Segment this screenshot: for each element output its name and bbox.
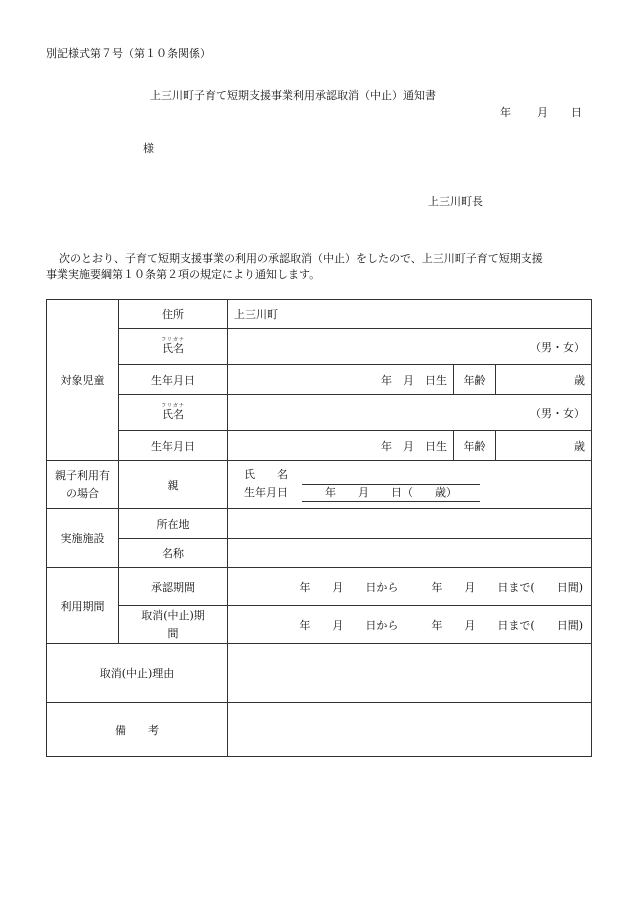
addressee-suffix: 様 bbox=[143, 142, 154, 155]
child2-gender: （男・女） bbox=[228, 395, 592, 431]
body-text-line2: 事業実施要綱第１０条第２項の規定により通知します。 bbox=[46, 268, 321, 281]
child1-gender: （男・女） bbox=[228, 329, 592, 365]
parent-name-line bbox=[302, 467, 480, 485]
parent-section-label: 親子利用有の場合 bbox=[47, 461, 119, 509]
reason-label: 取消(中止)理由 bbox=[47, 644, 228, 703]
approved-period-label: 承認期間 bbox=[119, 568, 228, 606]
parent-info bbox=[228, 461, 592, 509]
date-month: 月 bbox=[537, 106, 548, 119]
furigana-label: フリガナ bbox=[161, 403, 185, 409]
date-day: 日 bbox=[571, 106, 582, 119]
child2-birth-label: 生年月日 bbox=[119, 431, 228, 461]
facility-location-value bbox=[228, 509, 592, 539]
child1-age-label: 年齢 bbox=[454, 365, 496, 395]
parent-birth-value: 年 月 日（ 歳） bbox=[302, 485, 480, 503]
remarks-label: 備 考 bbox=[47, 703, 228, 757]
name-label: 氏名 bbox=[161, 408, 184, 421]
child-section-label: 対象児童 bbox=[47, 300, 119, 461]
cancel-period-label: 取消(中止)期間 bbox=[119, 606, 228, 644]
form-number: 別記様式第７号（第１０条関係） bbox=[46, 47, 211, 60]
address-label: 住所 bbox=[119, 300, 228, 329]
child2-age-label: 年齢 bbox=[454, 431, 496, 461]
child2-name-label-cell bbox=[119, 395, 228, 431]
parent-name-label: 氏 名 bbox=[244, 468, 288, 481]
furigana-label: フリガナ bbox=[161, 337, 185, 343]
child1-age-unit: 歳 bbox=[496, 365, 592, 395]
name-label: 氏名 bbox=[161, 342, 184, 355]
parent-label: 親 bbox=[119, 461, 228, 509]
child2-age-unit: 歳 bbox=[496, 431, 592, 461]
cancel-period-value: 年 月 日から 年 月 日まで( 日間) bbox=[228, 606, 592, 644]
body-text-line1: 次のとおり、子育て短期支援事業の利用の承認取消（中止）をしたので、上三川町子育て短期支援 bbox=[59, 252, 543, 265]
remarks-value bbox=[228, 703, 592, 757]
facility-name-label: 名称 bbox=[119, 539, 228, 568]
reason-value bbox=[228, 644, 592, 703]
notice-table bbox=[46, 299, 592, 757]
parent-birth-label: 生年月日 bbox=[244, 485, 288, 499]
period-section-label: 利用期間 bbox=[47, 568, 119, 644]
child1-birth-label: 生年月日 bbox=[119, 365, 228, 395]
facility-location-label: 所在地 bbox=[119, 509, 228, 539]
date-year: 年 bbox=[500, 106, 511, 119]
facility-name-value bbox=[228, 539, 592, 568]
facility-section-label: 実施施設 bbox=[47, 509, 119, 568]
document-title: 上三川町子育て短期支援事業利用承認取消（中止）通知書 bbox=[150, 89, 436, 102]
child1-birth-value: 年 月 日生 bbox=[228, 365, 454, 395]
address-value: 上三川町 bbox=[228, 300, 592, 329]
child1-name-label-cell bbox=[119, 329, 228, 365]
approved-period-value: 年 月 日から 年 月 日まで( 日間) bbox=[228, 568, 592, 606]
issuer-name: 上三川町長 bbox=[428, 195, 483, 208]
child2-birth-value: 年 月 日生 bbox=[228, 431, 454, 461]
